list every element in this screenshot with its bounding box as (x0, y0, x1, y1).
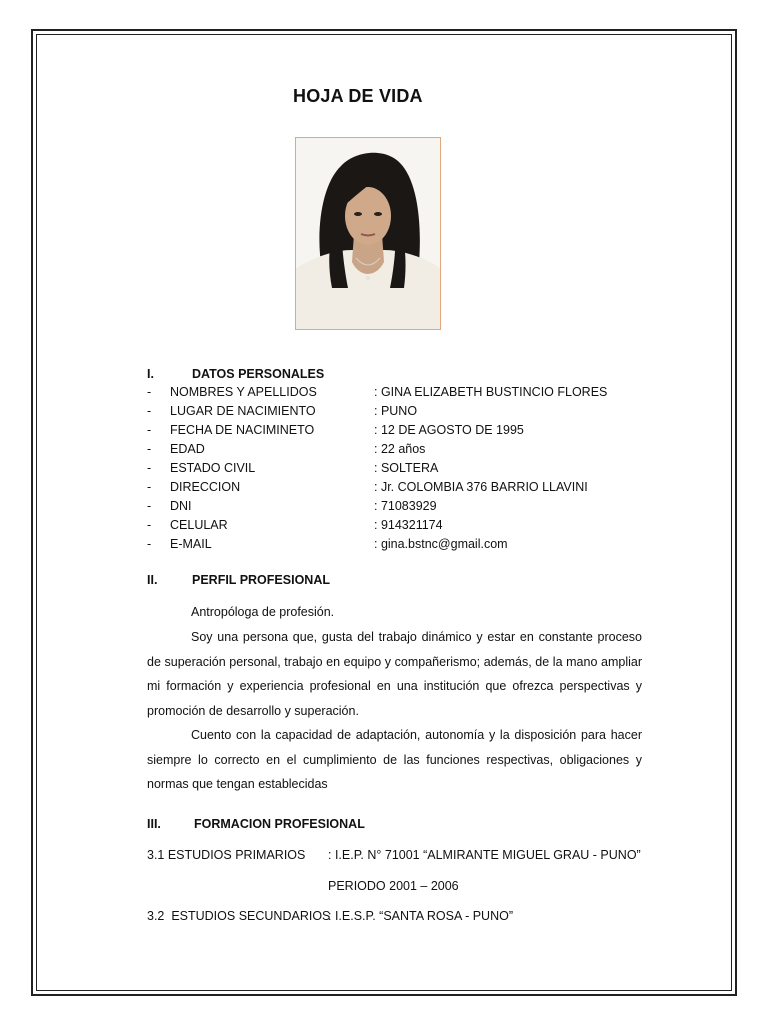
section-number: II. (147, 573, 158, 587)
bullet-dash: - (147, 385, 152, 399)
field-label: CELULAR (170, 518, 228, 532)
estudios-primarios-periodo: PERIODO 2001 – 2006 (328, 879, 459, 893)
list-item (147, 423, 667, 442)
bullet-dash: - (147, 480, 152, 494)
bullet-dash: - (147, 537, 152, 551)
section-heading-perfil (147, 573, 330, 587)
field-value: : 22 años (374, 442, 426, 456)
section-heading-formacion (147, 817, 365, 831)
list-item (147, 404, 667, 423)
estudios-secundarios-value: : I.E.S.P. “SANTA ROSA - PUNO” (328, 909, 513, 923)
list-item (147, 537, 667, 556)
document-title: HOJA DE VIDA (293, 86, 423, 106)
perfil-intro: Antropóloga de profesión. (191, 605, 335, 619)
field-value: : GINA ELIZABETH BUSTINCIO FLORES (374, 385, 608, 399)
field-label: DNI (170, 499, 192, 513)
list-item (147, 442, 667, 461)
list-item (147, 461, 667, 480)
estudios-secundarios-label: 3.2 ESTUDIOS SECUNDARIOS (147, 909, 331, 923)
field-value: : 914321174 (374, 518, 443, 532)
field-label: ESTADO CIVIL (170, 461, 256, 475)
section-number: I. (147, 367, 154, 381)
field-value: : PUNO (374, 404, 418, 418)
bullet-dash: - (147, 423, 152, 437)
section-title: DATOS PERSONALES (192, 367, 325, 381)
perfil-paragraph-1: Soy una persona que, gusta del trabajo dinámico y estar en constante proceso de superación personal, trabajo en equipo y compañerismo; además, de la mano ampliar mi formación y experiencia profesional en una institución que ofrezca perspectivas y promoción de desarrollo y superación. (147, 630, 642, 718)
field-value: : gina.bstnc@gmail.com (374, 537, 508, 551)
section-title: FORMACION PROFESIONAL (194, 817, 365, 831)
field-label: NOMBRES Y APELLIDOS (170, 385, 317, 399)
field-value: : SOLTERA (374, 461, 439, 475)
field-label: FECHA DE NACIMINETO (170, 423, 315, 437)
bullet-dash: - (147, 404, 152, 418)
list-item (147, 480, 667, 499)
perfil-paragraph-2: Cuento con la capacidad de adaptación, autonomía y la disposición para hacer siempre lo correcto en el cumplimiento de las funciones respectivas, obligaciones y normas que tengan establecidas (147, 728, 642, 791)
bullet-dash: - (147, 518, 152, 532)
field-label: EDAD (170, 442, 205, 456)
section-heading-personal (147, 367, 325, 381)
list-item (147, 385, 667, 404)
bullet-dash: - (147, 461, 152, 475)
list-item (147, 518, 667, 537)
bullet-dash: - (147, 442, 152, 456)
bullet-dash: - (147, 499, 152, 513)
field-value: : Jr. COLOMBIA 376 BARRIO LLAVINI (374, 480, 588, 494)
list-item (147, 499, 667, 518)
field-value: : 12 DE AGOSTO DE 1995 (374, 423, 524, 437)
estudios-primarios-value: : I.E.P. N° 71001 “ALMIRANTE MIGUEL GRAU - PUNO” (328, 848, 641, 862)
profile-photo (295, 137, 441, 330)
field-label: DIRECCION (170, 480, 241, 494)
field-label: LUGAR DE NACIMIENTO (170, 404, 316, 418)
field-label: E-MAIL (170, 537, 212, 551)
section-title: PERFIL PROFESIONAL (192, 573, 330, 587)
field-value: : 71083929 (374, 499, 437, 513)
estudios-primarios-label: 3.1 ESTUDIOS PRIMARIOS (147, 848, 306, 862)
section-number: III. (147, 817, 161, 831)
